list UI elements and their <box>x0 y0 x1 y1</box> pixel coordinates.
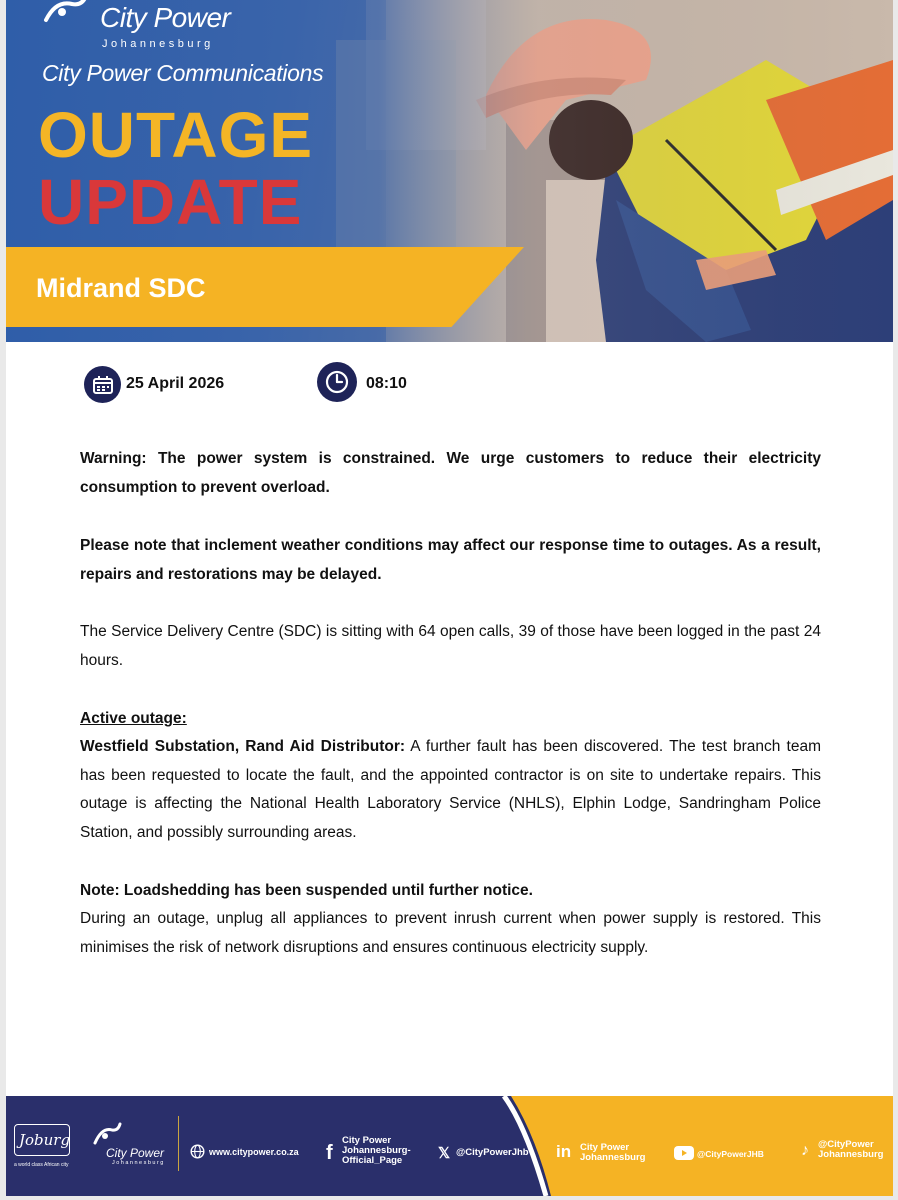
footer-brand-city: Johannesburg <box>112 1160 165 1166</box>
outage-location: Westfield Substation, Rand Aid Distributor: <box>80 738 406 755</box>
city-power-logo-icon <box>42 0 90 24</box>
footer-divider <box>178 1116 179 1171</box>
outage-details: A further fault has been discovered. The test branch team has been requested to locate the fault, and the appointed contractor is on site to undertake repairs. This outage is affecting the National Health Laboratory Service (NHLS), Elphin Lodge, Sandringham Police Station, and possibly surrounding areas. <box>80 738 821 841</box>
title-outage: OUTAGE <box>38 99 314 171</box>
unplug-advice-paragraph: During an outage, unplug all appliances to prevent inrush current when power supply is restored. This minimises the risk of network disruptions and ensures continuous electricity supply. <box>80 910 821 956</box>
linkedin-link[interactable] <box>580 1143 645 1163</box>
globe-icon <box>190 1144 205 1159</box>
tiktok-icon: ♪ <box>801 1142 809 1159</box>
linkedin-icon: in <box>556 1142 572 1161</box>
tiktok-line-2: Johannesburg <box>818 1149 884 1160</box>
joburg-tagline: a world class African city <box>14 1162 69 1168</box>
brand-name: City Power <box>100 2 231 33</box>
x-link[interactable]: @CityPowerJhb <box>456 1147 529 1158</box>
header-banner <box>6 0 893 342</box>
region-label: Midrand SDC <box>36 273 206 303</box>
outage-update-document <box>6 0 893 1196</box>
facebook-line-1: City Power <box>342 1135 392 1146</box>
linkedin-line-1: City Power <box>580 1142 630 1153</box>
communications-label: City Power Communications <box>42 60 324 86</box>
active-outage-heading-text: Active outage: <box>80 710 187 727</box>
title-update: UPDATE <box>38 166 303 238</box>
x-icon: 𝕏 <box>438 1145 451 1162</box>
youtube-link[interactable]: @CityPowerJHB <box>697 1149 764 1159</box>
joburg-logo-text: Joburg <box>19 1131 71 1149</box>
publish-time: 08:10 <box>366 375 407 392</box>
facebook-icon: f <box>326 1142 333 1164</box>
active-outage-heading <box>80 705 821 734</box>
linkedin-line-2: Johannesburg <box>580 1152 646 1163</box>
youtube-icon <box>674 1146 694 1160</box>
facebook-line-2: Johannesburg- <box>342 1145 411 1156</box>
loadshedding-note: Note: Loadshedding has been suspended until further notice. <box>80 882 533 899</box>
footer-bar <box>6 1096 893 1196</box>
calendar-icon <box>84 366 121 403</box>
calls-summary-paragraph: The Service Delivery Centre (SDC) is sitting with 64 open calls, 39 of those have been logged in the past 24 hours. <box>80 623 821 669</box>
weather-paragraph: Please note that inclement weather conditions may affect our response time to outages. As a result, repairs and restorations may be delayed. <box>80 537 821 583</box>
publish-date: 25 April 2026 <box>126 375 225 392</box>
website-link[interactable]: www.citypower.co.za <box>209 1147 299 1157</box>
facebook-link[interactable] <box>342 1136 411 1166</box>
footer-brand-name: City Power <box>106 1146 165 1160</box>
tiktok-line-1: @CityPower <box>818 1139 874 1150</box>
brand-city: Johannesburg <box>102 38 214 50</box>
joburg-logo <box>14 1124 70 1156</box>
city-power-footer-logo-icon <box>92 1122 122 1146</box>
warning-paragraph: Warning: The power system is constrained. We urge customers to reduce their electricity consumption to prevent overload. <box>80 450 821 496</box>
facebook-line-3: Official_Page <box>342 1155 403 1166</box>
clock-icon <box>317 362 357 402</box>
tiktok-link[interactable] <box>818 1140 883 1160</box>
outage-paragraph <box>80 733 821 847</box>
